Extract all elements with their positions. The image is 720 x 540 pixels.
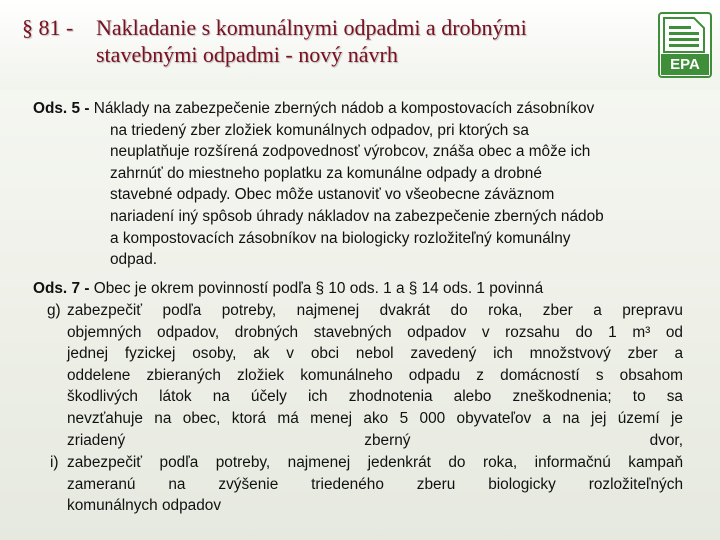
item-g-line: oddelene zbieraných zložiek komunálneho odpadu z domácností s obsahom [67, 366, 683, 384]
title-line-2: stavebnými odpadmi - nový návrh [96, 42, 398, 67]
ods5-text-line: zahrnúť do miestneho poplatku za komunálne odpady a drobné [110, 164, 542, 182]
list-item-g-text [67, 300, 683, 451]
ods5-label: Ods. 5 - [33, 100, 94, 117]
ods5-text-line: odpad. [110, 251, 158, 269]
slide-body [0, 94, 720, 540]
epa-logo [658, 12, 712, 78]
item-g-line: zriadený zberný dvor, [67, 431, 683, 449]
list-item-i [50, 452, 683, 517]
slide-header [0, 0, 720, 90]
list-marker-i: i) [50, 454, 59, 471]
title-line-1 [22, 14, 642, 41]
item-i-line: zameranú na zvýšenie triedeného zberu biologicky rozložiteľných [67, 475, 683, 493]
logo-text: EPA [670, 56, 700, 73]
list-item-i-text [67, 452, 683, 517]
item-g-line: jednej fyzickej osoby, ak v obci nebol zavedený ich množstvový zber a [67, 345, 683, 363]
ods5-text-line: neuplatňuje rozšírená zodpovednosť výrobcov, znáša obec a môže ich [110, 143, 591, 161]
ods7-label: Ods. 7 - [33, 280, 94, 297]
list-item-g [47, 300, 683, 451]
title-text-1: Nakladanie s komunálnymi odpadmi a drobnými [96, 15, 527, 40]
item-g-line: zabezpečiť podľa potreby, najmenej dvakrát do roka, zber a prepravu [67, 302, 683, 319]
ods5-line-1: Náklady na zabezpečenie zberných nádob a kompostovacích zásobníkov [93, 100, 595, 117]
ods5-text-line: nariadení iný spôsob úhrady nákladov na zabezpečenie zberných nádob [110, 207, 604, 225]
ods5-text-line: na triedený zber zložiek komunálnych odpadov, pri ktorých sa [110, 121, 529, 139]
item-g-line: škodlivých látok na účely ich zhodnotenia alebo zneškodnenia; to sa [67, 388, 683, 406]
ods5-first-line [33, 98, 693, 120]
item-i-line: zabezpečiť podľa potreby, najmenej jedenkrát do roka, informačnú kampaň [67, 454, 683, 471]
section-number: § 81 - [22, 15, 74, 40]
paragraph-ods-5 [33, 98, 693, 271]
item-g-line: nevzťahuje na obec, ktorá má menej ako 5 000 obyvateľov a na jej území je [67, 409, 683, 427]
ods7-intro: Obec je okrem povinností podľa § 10 ods. 1 a § 14 ods. 1 povinná [93, 280, 544, 297]
slide-title [22, 14, 642, 68]
item-g-line: objemných odpadov, drobných stavebných odpadov v rozsahu do 1 m³ od [67, 323, 683, 341]
ods5-text-line: stavebné odpady. Obec môže ustanoviť vo všeobecne záväznom [110, 186, 555, 204]
list-marker-g: g) [47, 302, 61, 319]
ods5-text-line: a kompostovacích zásobníkov na biologicky rozložiteľný komunálny [110, 229, 571, 247]
paragraph-ods-7 [33, 278, 693, 300]
item-i-line: komunálnych odpadov [67, 497, 222, 515]
